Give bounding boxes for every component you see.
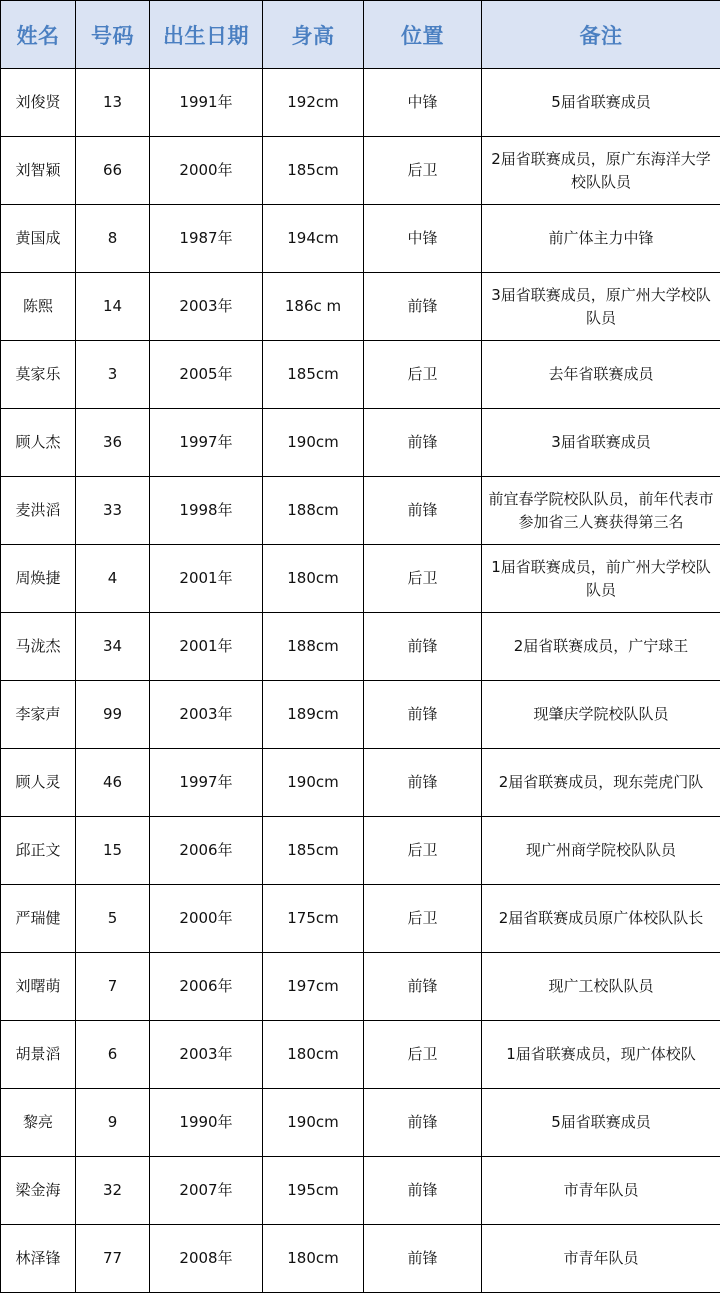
birth-year-cell: 2008年	[150, 1225, 263, 1293]
position-cell: 后卫	[364, 545, 482, 613]
note-cell: 3届省联赛成员，原广州大学校队队员	[482, 273, 720, 341]
jersey-number-cell: 9	[76, 1089, 150, 1157]
table-row	[1, 409, 720, 477]
table-row	[1, 749, 720, 817]
position-cell: 后卫	[364, 137, 482, 205]
header-birth-date: 出生日期	[150, 1, 263, 69]
note-cell: 1届省联赛成员，前广州大学校队队员	[482, 545, 720, 613]
birth-year-cell: 2003年	[150, 681, 263, 749]
note-cell: 2届省联赛成员，现东莞虎门队	[482, 749, 720, 817]
table-header	[1, 1, 720, 69]
position-cell: 后卫	[364, 817, 482, 885]
height-cell: 185cm	[263, 137, 364, 205]
birth-year-cell: 2001年	[150, 545, 263, 613]
table-row	[1, 477, 720, 545]
position-cell: 后卫	[364, 341, 482, 409]
player-name-cell: 刘智颖	[1, 137, 76, 205]
birth-year-cell: 2003年	[150, 1021, 263, 1089]
height-cell: 194cm	[263, 205, 364, 273]
player-name-cell: 顾人杰	[1, 409, 76, 477]
player-name-cell: 陈熙	[1, 273, 76, 341]
note-cell: 市青年队员	[482, 1225, 720, 1293]
note-cell: 现肇庆学院校队队员	[482, 681, 720, 749]
note-cell: 前广体主力中锋	[482, 205, 720, 273]
note-cell: 5届省联赛成员	[482, 69, 720, 137]
birth-year-cell: 2006年	[150, 953, 263, 1021]
table-row	[1, 885, 720, 953]
player-name-cell: 顾人灵	[1, 749, 76, 817]
table-body	[1, 69, 720, 1293]
birth-year-cell: 2000年	[150, 137, 263, 205]
table-row	[1, 137, 720, 205]
height-cell: 185cm	[263, 817, 364, 885]
header-note: 备注	[482, 1, 720, 69]
height-cell: 190cm	[263, 749, 364, 817]
height-cell: 185cm	[263, 341, 364, 409]
birth-year-cell: 1990年	[150, 1089, 263, 1157]
height-cell: 197cm	[263, 953, 364, 1021]
player-name-cell: 马泷杰	[1, 613, 76, 681]
position-cell: 前锋	[364, 477, 482, 545]
player-name-cell: 胡景滔	[1, 1021, 76, 1089]
header-number: 号码	[76, 1, 150, 69]
position-cell: 前锋	[364, 1157, 482, 1225]
birth-year-cell: 2006年	[150, 817, 263, 885]
jersey-number-cell: 6	[76, 1021, 150, 1089]
jersey-number-cell: 14	[76, 273, 150, 341]
header-row	[1, 1, 720, 69]
jersey-number-cell: 33	[76, 477, 150, 545]
note-cell: 现广州商学院校队队员	[482, 817, 720, 885]
player-name-cell: 林泽锋	[1, 1225, 76, 1293]
jersey-number-cell: 13	[76, 69, 150, 137]
table-row	[1, 545, 720, 613]
birth-year-cell: 1998年	[150, 477, 263, 545]
header-position: 位置	[364, 1, 482, 69]
height-cell: 190cm	[263, 1089, 364, 1157]
table-row	[1, 613, 720, 681]
table-row	[1, 817, 720, 885]
jersey-number-cell: 34	[76, 613, 150, 681]
jersey-number-cell: 32	[76, 1157, 150, 1225]
jersey-number-cell: 66	[76, 137, 150, 205]
player-name-cell: 黎亮	[1, 1089, 76, 1157]
height-cell: 190cm	[263, 409, 364, 477]
position-cell: 前锋	[364, 1089, 482, 1157]
height-cell: 186c m	[263, 273, 364, 341]
table-row	[1, 1157, 720, 1225]
player-name-cell: 邱正文	[1, 817, 76, 885]
height-cell: 195cm	[263, 1157, 364, 1225]
player-name-cell: 莫家乐	[1, 341, 76, 409]
position-cell: 中锋	[364, 69, 482, 137]
player-name-cell: 刘俊贤	[1, 69, 76, 137]
height-cell: 189cm	[263, 681, 364, 749]
height-cell: 188cm	[263, 613, 364, 681]
position-cell: 后卫	[364, 1021, 482, 1089]
jersey-number-cell: 5	[76, 885, 150, 953]
position-cell: 前锋	[364, 409, 482, 477]
note-cell: 现广工校队队员	[482, 953, 720, 1021]
birth-year-cell: 2003年	[150, 273, 263, 341]
note-cell: 5届省联赛成员	[482, 1089, 720, 1157]
player-name-cell: 黄国成	[1, 205, 76, 273]
table-row	[1, 1225, 720, 1293]
birth-year-cell: 2005年	[150, 341, 263, 409]
player-name-cell: 周焕捷	[1, 545, 76, 613]
header-height: 身高	[263, 1, 364, 69]
player-name-cell: 严瑞健	[1, 885, 76, 953]
position-cell: 前锋	[364, 749, 482, 817]
table-row	[1, 1089, 720, 1157]
note-cell: 市青年队员	[482, 1157, 720, 1225]
table-row	[1, 69, 720, 137]
table-row	[1, 681, 720, 749]
header-name: 姓名	[1, 1, 76, 69]
birth-year-cell: 1987年	[150, 205, 263, 273]
height-cell: 180cm	[263, 1021, 364, 1089]
jersey-number-cell: 15	[76, 817, 150, 885]
jersey-number-cell: 99	[76, 681, 150, 749]
player-name-cell: 麦洪滔	[1, 477, 76, 545]
height-cell: 180cm	[263, 545, 364, 613]
note-cell: 2届省联赛成员，原广东海洋大学校队队员	[482, 137, 720, 205]
table-row	[1, 341, 720, 409]
position-cell: 前锋	[364, 1225, 482, 1293]
jersey-number-cell: 36	[76, 409, 150, 477]
note-cell: 2届省联赛成员原广体校队队长	[482, 885, 720, 953]
player-name-cell: 刘曙萌	[1, 953, 76, 1021]
height-cell: 175cm	[263, 885, 364, 953]
height-cell: 188cm	[263, 477, 364, 545]
table-row	[1, 953, 720, 1021]
birth-year-cell: 1997年	[150, 749, 263, 817]
jersey-number-cell: 7	[76, 953, 150, 1021]
note-cell: 2届省联赛成员，广宁球王	[482, 613, 720, 681]
note-cell: 前宜春学院校队队员，前年代表市参加省三人赛获得第三名	[482, 477, 720, 545]
jersey-number-cell: 3	[76, 341, 150, 409]
position-cell: 后卫	[364, 885, 482, 953]
position-cell: 中锋	[364, 205, 482, 273]
table-row	[1, 1021, 720, 1089]
height-cell: 192cm	[263, 69, 364, 137]
position-cell: 前锋	[364, 681, 482, 749]
jersey-number-cell: 4	[76, 545, 150, 613]
jersey-number-cell: 77	[76, 1225, 150, 1293]
birth-year-cell: 2001年	[150, 613, 263, 681]
jersey-number-cell: 8	[76, 205, 150, 273]
position-cell: 前锋	[364, 273, 482, 341]
table-row	[1, 273, 720, 341]
birth-year-cell: 1991年	[150, 69, 263, 137]
position-cell: 前锋	[364, 613, 482, 681]
table-row	[1, 205, 720, 273]
player-name-cell: 李家声	[1, 681, 76, 749]
height-cell: 180cm	[263, 1225, 364, 1293]
note-cell: 去年省联赛成员	[482, 341, 720, 409]
position-cell: 前锋	[364, 953, 482, 1021]
note-cell: 3届省联赛成员	[482, 409, 720, 477]
jersey-number-cell: 46	[76, 749, 150, 817]
birth-year-cell: 1997年	[150, 409, 263, 477]
player-name-cell: 梁金海	[1, 1157, 76, 1225]
note-cell: 1届省联赛成员，现广体校队	[482, 1021, 720, 1089]
birth-year-cell: 2007年	[150, 1157, 263, 1225]
birth-year-cell: 2000年	[150, 885, 263, 953]
